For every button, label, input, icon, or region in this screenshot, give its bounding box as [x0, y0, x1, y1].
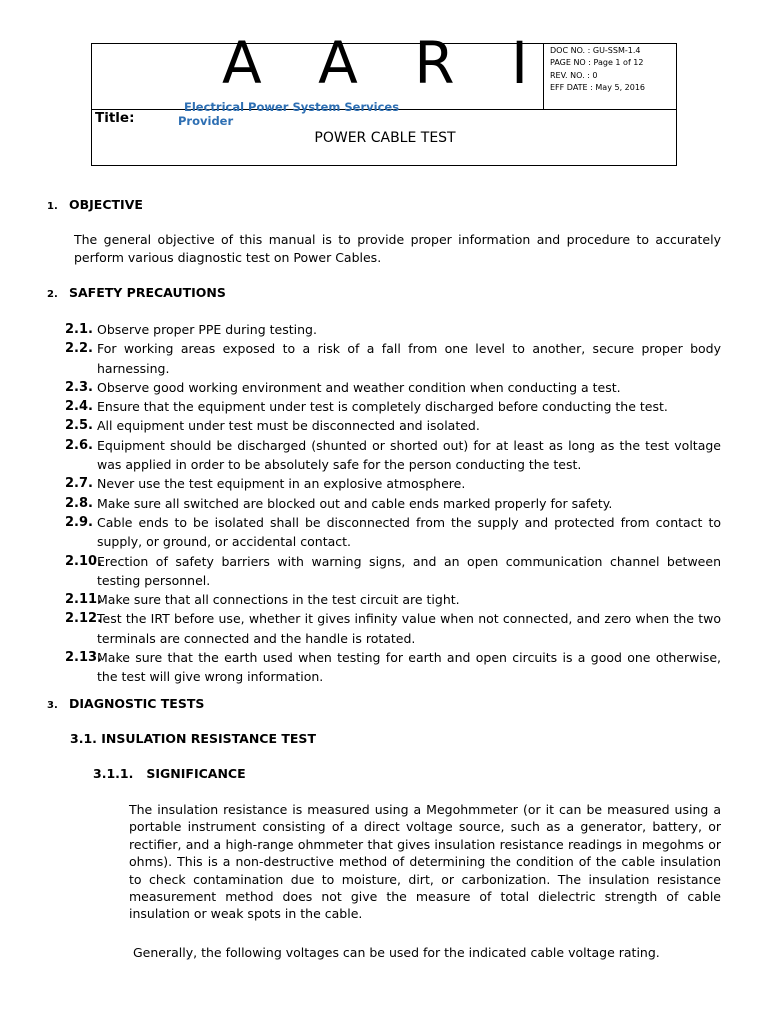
list-item-text: Ensure that the equipment under test is completely discharged before conducting the test. [97, 399, 668, 415]
list-item-text: All equipment under test must be disconnected and isolated. [97, 418, 480, 434]
list-item-text: Never use the test equipment in an explosive atmosphere. [97, 476, 466, 492]
meta-doc-no: DOC NO. : GU-SSM-1.4 [550, 46, 641, 55]
section-title: SAFETY PRECAUTIONS [69, 285, 226, 300]
list-item-text: Cable ends to be isolated shall be disconnected from the supply and protected from contact to supply, or ground, or accidental contact. [97, 514, 721, 550]
list-item [65, 648, 721, 687]
list-item-number: 2.9. [65, 514, 93, 530]
list-item [65, 378, 721, 397]
safety-precautions-list [65, 320, 721, 687]
list-item-number: 2.6. [65, 437, 93, 453]
list-item-number: 2.8. [65, 495, 93, 511]
list-item-number: 2.2. [65, 341, 93, 357]
voltage-intro-text: Generally, the following voltages can be used for the indicated cable voltage rating. [133, 945, 660, 960]
list-item [65, 436, 721, 475]
list-item [65, 494, 721, 513]
objective-text: The general objective of this manual is to provide proper information and procedure to accurately perform various diagnostic test on Power Cables. [74, 232, 721, 265]
list-item [65, 513, 721, 552]
list-item-text: Make sure that all connections in the test circuit are tight. [97, 592, 460, 608]
list-item-text: Test the IRT before use, whether it gives infinity value when not connected, and zero when the two terminals are connected and the handle is rotated. [97, 611, 721, 646]
section-title: DIAGNOSTIC TESTS [69, 696, 205, 711]
list-item [65, 339, 721, 378]
title-label: Title: [95, 110, 135, 126]
list-item [65, 416, 721, 435]
list-item-number: 2.11. [65, 592, 103, 608]
section-heading-diagnostic [47, 696, 204, 711]
subsection-heading-insulation: 3.1. INSULATION RESISTANCE TEST [70, 731, 316, 746]
document-header [91, 29, 677, 166]
list-item-text: For working areas exposed to a risk of a fall from one level to another, secure proper body harnessing. [97, 341, 721, 376]
list-item [65, 474, 721, 493]
meta-rev-no: REV. NO. : 0 [550, 70, 598, 80]
list-item-text: Observe proper PPE during testing. [97, 322, 317, 337]
list-item-number: 2.1. [65, 322, 93, 337]
list-item-text: Make sure that the earth used when testing for earth and open circuits is a good one otherwise, the test will give wrong information. [97, 650, 721, 685]
list-item [65, 397, 721, 416]
section-heading-safety [47, 285, 226, 300]
subsection-heading-significance: 3.1.1. SIGNIFICANCE [93, 766, 246, 781]
list-item-number: 2.3. [65, 379, 93, 395]
section-number: 2. [47, 289, 58, 300]
section-title: OBJECTIVE [69, 197, 143, 212]
company-tagline [178, 100, 434, 128]
list-item-text: Erection of safety barriers with warning signs, and an open communication channel between testing personnel. [97, 553, 721, 588]
meta-page-no: PAGE NO : Page 1 of 12 [550, 58, 644, 68]
list-item-number: 2.4. [65, 399, 93, 415]
list-item-number: 2.5. [65, 418, 93, 434]
tagline-line1: Electrical Power System Services [184, 100, 400, 114]
list-item-number: 2.7. [65, 476, 93, 492]
document-title: POWER CABLE TEST [314, 130, 456, 146]
significance-text: The insulation resistance is measured using a Megohmmeter (or it can be measured using a portable instrument consisting of a direct voltage source, such as a generator, battery, or rectifier, and a high-range ohmmeter that gives insulation resistance readings in megohms or ohms). This is a non-destructive method of determining the condition of the cable insulation to check contamination due to moisture, dirt, or carbonization. The insulation resistance measurement method does not give the measure of total dielectric strength of cable insulation or weak spots in the cable. [129, 802, 721, 922]
section-number: 1. [47, 201, 58, 212]
document-meta [550, 45, 645, 94]
list-item-number: 2.10. [65, 553, 103, 569]
company-logo: A A R I [222, 29, 548, 97]
list-item [65, 590, 721, 609]
list-item-text: Observe good working environment and weather condition when conducting a test. [97, 379, 621, 395]
section-heading-objective [47, 197, 143, 212]
section-number: 3. [47, 700, 58, 711]
list-item [65, 320, 721, 339]
list-item [65, 609, 721, 648]
list-item-number: 2.12. [65, 611, 103, 627]
list-item-number: 2.13. [65, 650, 103, 666]
list-item-text: Equipment should be discharged (shunted or shorted out) for at least as long as the test voltage was applied in order to be absolutely safe for the person conducting the test. [97, 437, 721, 473]
meta-eff-date: EFF DATE : May 5, 2016 [550, 82, 646, 92]
list-item-text: Make sure all switched are blocked out and cable ends marked properly for safety. [97, 495, 613, 511]
tagline-line2: Provider [178, 114, 234, 128]
list-item [65, 552, 721, 591]
